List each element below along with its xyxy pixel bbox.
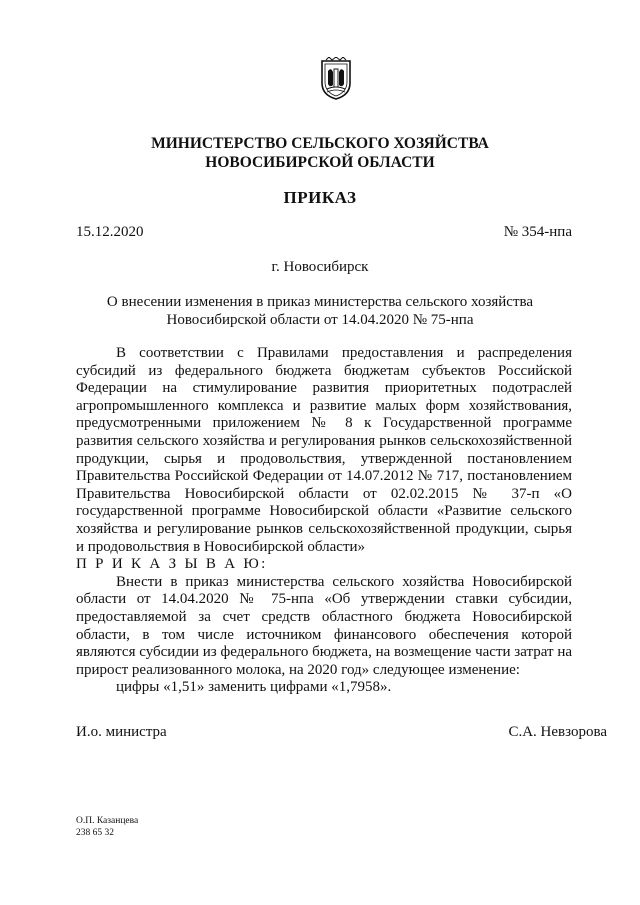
subject-line-2: Новосибирской области от 14.04.2020 № 75-нпа (166, 312, 474, 328)
document-subject (0, 293, 640, 329)
executor-phone: 238 65 32 (76, 828, 114, 838)
signer-name: С.А. Невзорова (508, 724, 607, 740)
executor-info (76, 815, 138, 839)
executor-name: О.П. Казанцева (76, 816, 139, 826)
subject-line-1: О внесении изменения в приказ министерства сельского хозяйства (106, 294, 534, 310)
preamble-paragraph: В соответствии с Правилами предоставления и распределения субсидий из федерального бюджета бюджетам субъектов Российской Федерации на стимулирование развития приоритетных подотраслей агропромышленного комплекса и развитие малых форм хозяйствования, предусмотренными приложением № 8 к Государственной программе развития сельского хозяйства и регулирования рынков сельскохозяйственной продукции, сырья и продовольствия, утвержденной постановлением Правительства Российской Федерации от 14.07.2012 № 717, постановлением Правительства Новосибирской области от 02.02.2015 № 37-п «О государственной программе Новосибирской области «Развитие сельского хозяйства и регулирование рынков сельскохозяйственной продукции, сырья и продовольствия в Новосибирской области» (76, 345, 572, 555)
signer-role: И.о. министра (76, 724, 167, 740)
document-date: 15.12.2020 (76, 224, 144, 240)
document-type: ПРИКАЗ (283, 188, 357, 207)
instruction-paragraph: Внести в приказ министерства сельского хозяйства Новосибирской области от 14.04.2020 № 75-нпа «Об утверждении ставки субсидии, предоставляемой за счет средств областного бюджета Новосибирской области, в том числе источником финансового обеспечения которой являются субсидии из федерального бюджета, на возмещение части затрат на прирост реализованного молока, на 2020 год» следующее изменение: (76, 573, 572, 678)
document-city: г. Новосибирск (271, 259, 369, 275)
ministry-line-1: МИНИСТЕРСТВО СЕЛЬСКОГО ХОЗЯЙСТВА (151, 135, 489, 152)
ministry-line-2: НОВОСИБИРСКОЙ ОБЛАСТИ (205, 154, 435, 171)
document-number: № 354-нпа (503, 224, 572, 240)
change-paragraph: цифры «1,51» заменить цифрами «1,7958». (116, 679, 392, 696)
ministry-name (0, 134, 640, 172)
coat-of-arms-icon (319, 57, 353, 101)
command-line: П Р И К А З Ы В А Ю: (76, 556, 268, 573)
document-body (76, 345, 572, 697)
